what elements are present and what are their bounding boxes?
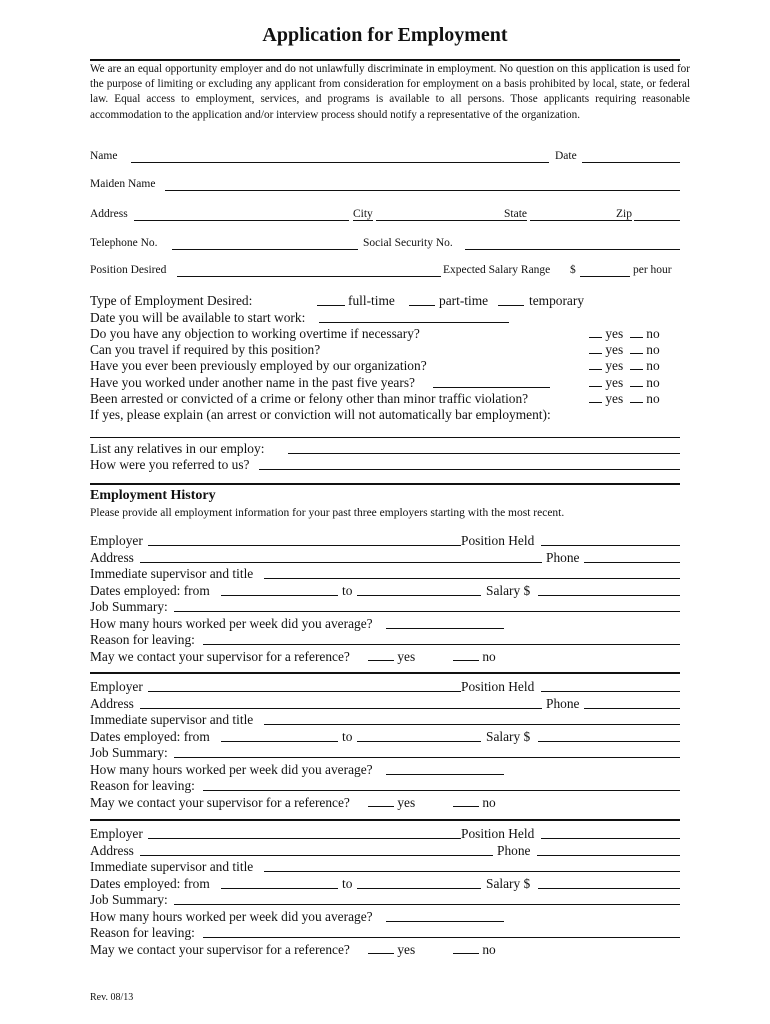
employer-2-supervisor-field[interactable]: [264, 712, 680, 725]
reason-label: Reason for leaving:: [90, 925, 195, 940]
employer-3-name-field[interactable]: [148, 826, 461, 839]
telephone-field[interactable]: [172, 237, 358, 250]
ssn-label: Social Security No.: [363, 237, 453, 249]
employer-2-contact-yes[interactable]: yes: [368, 795, 415, 811]
employer-3-reason-field[interactable]: [203, 925, 680, 938]
part-time-label: part-time: [439, 293, 489, 308]
employer-3-contact-no[interactable]: no: [453, 942, 496, 958]
supervisor-label: Immediate supervisor and title: [90, 566, 254, 581]
ssn-field[interactable]: [465, 237, 680, 250]
salary-dollar-sign: $: [570, 264, 576, 276]
employer-1-reason-field[interactable]: [203, 632, 680, 645]
zip-field[interactable]: [634, 208, 680, 221]
employer-1-phone-field[interactable]: [584, 550, 680, 563]
employer-1-name-field[interactable]: [148, 533, 461, 546]
salary-range-field[interactable]: [580, 264, 630, 277]
overtime-answer[interactable]: yes no: [589, 326, 660, 342]
explain-field[interactable]: [90, 425, 680, 438]
date-label: Date: [555, 150, 577, 162]
employer-address-label: Address: [90, 695, 134, 711]
employer-divider: [90, 819, 680, 821]
position-held-label: Position Held: [461, 826, 535, 841]
relatives-field[interactable]: [288, 441, 680, 454]
revision-label: Rev. 08/13: [90, 992, 134, 1003]
employer-3-hours-field[interactable]: [386, 909, 504, 922]
position-desired-field[interactable]: [177, 264, 441, 277]
position-held-label: Position Held: [461, 533, 535, 548]
employer-1-to-field[interactable]: [357, 583, 481, 596]
address-field[interactable]: [134, 208, 349, 221]
position-desired-label: Position Desired: [90, 264, 167, 276]
eeo-statement: We are an equal opportunity employer and do not unlawfully discriminate in employment. No question on this application is used for the purpose of limiting or excluding any applicant from consideration for employment on a basis prohibited by local, state, or federal law. Equal access to employment, services, and programs is available to all persons. Those applicants requiring reasonable accommodation to the application and/or interview process should notify a representative of the organization.: [90, 63, 690, 121]
employer-label: Employer: [90, 679, 143, 694]
supervisor-label: Immediate supervisor and title: [90, 712, 254, 727]
travel-answer[interactable]: yes no: [589, 342, 660, 358]
reason-label: Reason for leaving:: [90, 632, 195, 647]
name-label: Name: [90, 150, 118, 162]
salary-range-label: Expected Salary Range: [443, 264, 551, 276]
employer-1-position-field[interactable]: [541, 533, 680, 546]
zip-label: Zip: [616, 208, 632, 220]
supervisor-label: Immediate supervisor and title: [90, 859, 254, 874]
travel-question: Can you travel if required by this position?: [90, 342, 321, 357]
other-name-field[interactable]: [433, 375, 550, 388]
per-hour-label: per hour: [633, 264, 672, 276]
employer-1-contact-no[interactable]: no: [453, 649, 496, 665]
salary-label: Salary $: [486, 728, 531, 744]
employer-3-to-field[interactable]: [357, 876, 481, 889]
employer-address-label: Address: [90, 842, 134, 858]
employer-3-address-field[interactable]: [140, 843, 493, 856]
phone-label: Phone: [546, 695, 580, 711]
temporary-label: temporary: [529, 293, 585, 308]
employer-1-from-field[interactable]: [221, 583, 338, 596]
employer-2-from-field[interactable]: [221, 729, 338, 742]
employer-label: Employer: [90, 826, 143, 841]
name-field[interactable]: [131, 150, 549, 163]
referred-label: How were you referred to us?: [90, 457, 250, 472]
reason-label: Reason for leaving:: [90, 778, 195, 793]
phone-label: Phone: [546, 549, 580, 565]
position-held-label: Position Held: [461, 679, 535, 694]
part-time-checkbox[interactable]: [409, 293, 435, 306]
employer-3-summary-field[interactable]: [174, 892, 680, 905]
hours-label: How many hours worked per week did you average?: [90, 761, 373, 777]
employer-1-address-field[interactable]: [140, 550, 542, 563]
arrested-answer[interactable]: yes no: [589, 391, 660, 407]
state-field[interactable]: [530, 208, 616, 221]
employment-history-title: Employment History: [90, 488, 216, 503]
employer-2-phone-field[interactable]: [584, 696, 680, 709]
employer-3-position-field[interactable]: [541, 826, 680, 839]
employment-history-subtitle: Please provide all employment information for your past three employers starting with the most recent.: [90, 507, 565, 519]
employer-1-hours-field[interactable]: [386, 616, 504, 629]
employer-2-to-field[interactable]: [357, 729, 481, 742]
contact-label: May we contact your supervisor for a reference?: [90, 648, 350, 664]
employer-2-reason-field[interactable]: [203, 778, 680, 791]
full-time-checkbox[interactable]: [317, 293, 345, 306]
previously-employed-answer[interactable]: yes no: [589, 358, 660, 374]
dates-to-label: to: [342, 582, 353, 598]
contact-label: May we contact your supervisor for a reference?: [90, 794, 350, 810]
dates-from-label: Dates employed: from: [90, 728, 210, 744]
relatives-label: List any relatives in our employ:: [90, 441, 265, 456]
dates-to-label: to: [342, 875, 353, 891]
employer-divider: [90, 672, 680, 674]
other-name-answer[interactable]: yes no: [589, 375, 660, 391]
job-summary-label: Job Summary:: [90, 745, 168, 760]
employer-1-supervisor-field[interactable]: [264, 566, 680, 579]
page-title: Application for Employment: [262, 24, 508, 46]
title-divider: [90, 59, 680, 61]
city-label: City: [353, 208, 373, 220]
city-field[interactable]: [376, 208, 504, 221]
employer-2-position-field[interactable]: [541, 679, 680, 692]
overtime-question: Do you have any objection to working overtime if necessary?: [90, 326, 420, 341]
other-name-question: Have you worked under another name in the past five years?: [90, 375, 415, 390]
referred-field[interactable]: [259, 457, 680, 470]
section-divider: [90, 483, 680, 485]
maiden-name-label: Maiden Name: [90, 178, 156, 190]
employer-3-from-field[interactable]: [221, 876, 338, 889]
hours-label: How many hours worked per week did you average?: [90, 908, 373, 924]
employer-1-contact-yes[interactable]: yes: [368, 649, 415, 665]
salary-label: Salary $: [486, 875, 531, 891]
employer-2-salary-field[interactable]: [538, 729, 680, 742]
employer-3-contact-yes[interactable]: yes: [368, 942, 415, 958]
employer-address-label: Address: [90, 549, 134, 565]
start-date-label: Date you will be available to start work:: [90, 310, 306, 325]
date-field[interactable]: [582, 150, 680, 163]
employer-2-address-field[interactable]: [140, 696, 542, 709]
job-summary-label: Job Summary:: [90, 599, 168, 614]
full-time-label: full-time: [348, 293, 395, 308]
previously-employed-question: Have you ever been previously employed by our organization?: [90, 358, 427, 373]
address-label: Address: [90, 208, 128, 220]
employer-2-hours-field[interactable]: [386, 762, 504, 775]
employer-3-salary-field[interactable]: [538, 876, 680, 889]
dates-from-label: Dates employed: from: [90, 582, 210, 598]
arrested-question: Been arrested or convicted of a crime or felony other than minor traffic violation?: [90, 391, 529, 406]
employer-2-contact-no[interactable]: no: [453, 795, 496, 811]
phone-label: Phone: [497, 842, 531, 858]
employer-3-supervisor-field[interactable]: [264, 859, 680, 872]
employer-3-phone-field[interactable]: [537, 843, 680, 856]
contact-label: May we contact your supervisor for a reference?: [90, 941, 350, 957]
employment-type-label: Type of Employment Desired:: [90, 293, 253, 308]
temporary-checkbox[interactable]: [498, 293, 524, 306]
dates-to-label: to: [342, 728, 353, 744]
employer-2-name-field[interactable]: [148, 679, 461, 692]
employer-2-summary-field[interactable]: [174, 745, 680, 758]
employer-1-summary-field[interactable]: [174, 599, 680, 612]
explain-label: If yes, please explain (an arrest or conviction will not automatically bar employment):: [90, 407, 551, 422]
hours-label: How many hours worked per week did you average?: [90, 615, 373, 631]
maiden-name-field[interactable]: [165, 178, 680, 191]
state-label: State: [504, 208, 527, 220]
employer-1-salary-field[interactable]: [538, 583, 680, 596]
dates-from-label: Dates employed: from: [90, 875, 210, 891]
employer-label: Employer: [90, 533, 143, 548]
salary-label: Salary $: [486, 582, 531, 598]
job-summary-label: Job Summary:: [90, 892, 168, 907]
start-date-field[interactable]: [319, 310, 509, 323]
telephone-label: Telephone No.: [90, 237, 158, 249]
